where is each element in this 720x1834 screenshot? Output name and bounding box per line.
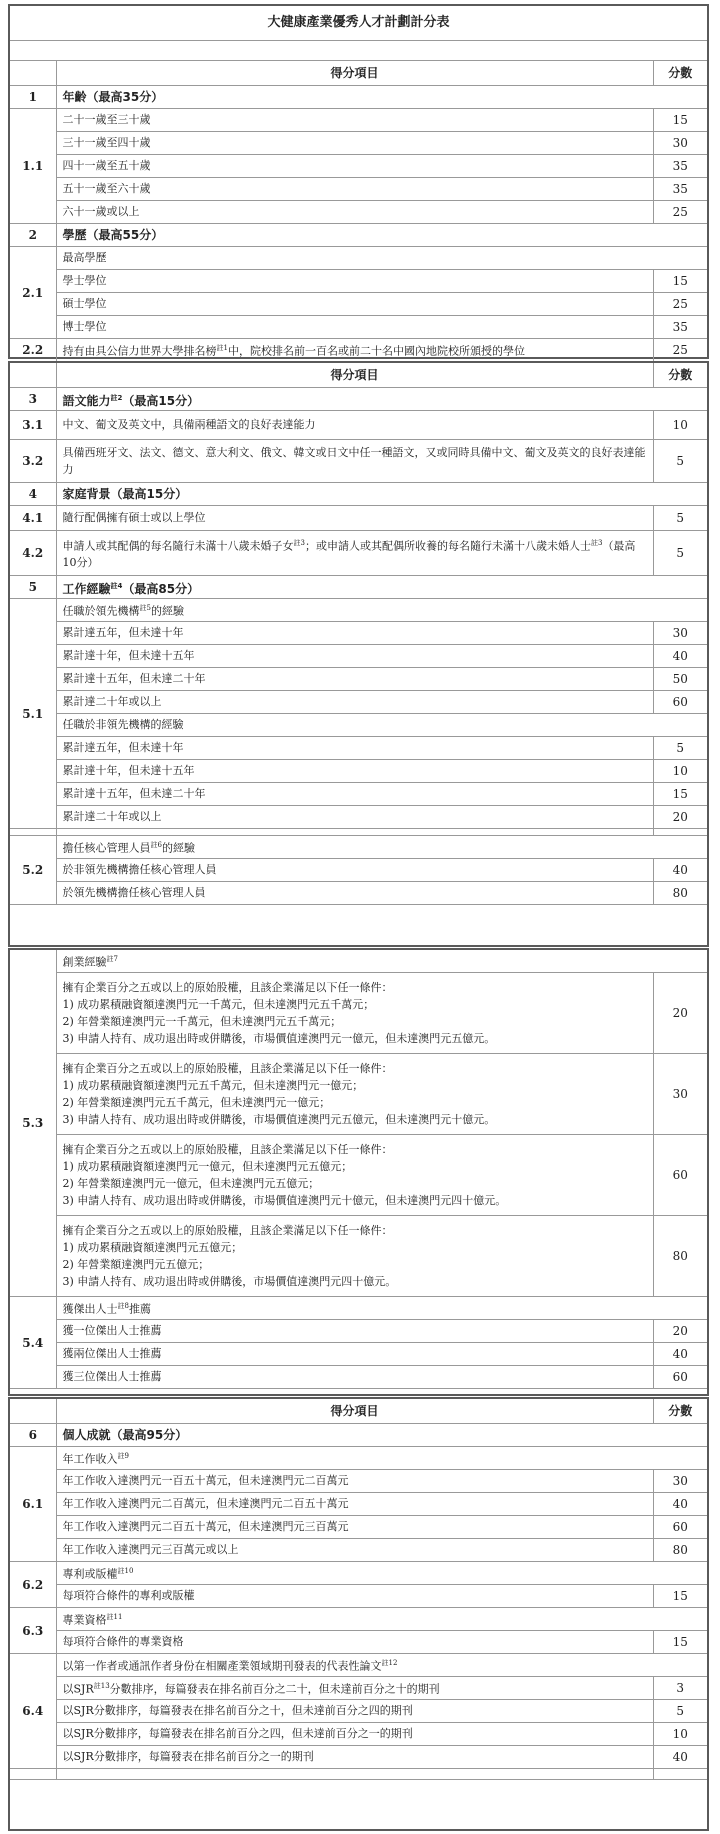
header-score: 分數 [653,1399,707,1424]
score-table-2 [10,363,707,905]
table-row: 擁有企業百分之五或以上的原始股權，且該企業滿足以下任一條件： 1) 成功累積融資額達澳門元五千萬元，但未達澳門元一億元； 2) 年營業額達澳門元五千萬元，但未達澳門元一億元； 3) 申請人持有、成功退出時或併購後，市場價值達澳門元五億元，但未達澳門元十億元。 30 [10,1054,707,1135]
page-title: 大健康產業優秀人才計劃計分表 [10,6,707,41]
table-row: 擁有企業百分之五或以上的原始股權，且該企業滿足以下任一條件： 1) 成功累積融資額達澳門元五億元； 2) 年營業額達澳門元五億元； 3) 申請人持有、成功退出時或併購後，市場價值達澳門元四十億元。 80 [10,1216,707,1297]
table-row: 年工作收入達澳門元一百五十萬元，但未達澳門元二百萬元 30 [10,1470,707,1493]
table-row: 4.2 申請人或其配偶的每名隨行未滿十八歲未婚子女$^{註3}$；或申請人或其配偶所收養的每名隨行未滿十八歲未婚人士$^{註3}$（最高10分） 5 [10,531,707,576]
section-entrepreneurship [8,948,709,1396]
table-row: 5.2 擔任核心管理人員$^{註6}$的經驗 [10,836,707,859]
table-row: 累計達十五年，但未達二十年 15 [10,783,707,806]
table-row: 四十一歲至五十歲 35 [10,155,707,178]
table-row: 擁有企業百分之五或以上的原始股權，且該企業滿足以下任一條件： 1) 成功累積融資額達澳門元一千萬元，但未達澳門元五千萬元； 2) 年營業額達澳門元一千萬元，但未達澳門元五千萬元； 3) 申請人持有、成功退出時或併購後，市場價值達澳門元一億元，但未達澳門元五億元。 20 [10,973,707,1054]
table-row: 5.4 獲傑出人士$^{註8}$推薦 [10,1297,707,1320]
section-language-family-work [8,361,709,947]
table-row: 累計達十五年，但未達二十年 50 [10,668,707,691]
table-row: 累計達十年，但未達十五年 10 [10,760,707,783]
table-row: 每項符合條件的專利或版權 15 [10,1585,707,1608]
table-row: 1.1 二十一歲至三十歲 15 [10,109,707,132]
section-row: 1 年齡（最高35分） [10,86,707,109]
table-row: 三十一歲至四十歲 30 [10,132,707,155]
table-row: 6.4 以第一作者或通訊作者身份在相關產業領域期刊發表的代表性論文$^{註12}$ [10,1654,707,1677]
table-row: 3.1 中文、葡文及英文中，具備兩種語文的良好表達能力 10 [10,411,707,440]
table-row: 獲兩位傑出人士推薦 40 [10,1343,707,1366]
table-row: 累計達五年，但未達十年 5 [10,737,707,760]
section-age-education [8,4,709,359]
table-row: 6.1 年工作收入$^{註9}$ [10,1447,707,1470]
table-row: 2.2 持有由具公信力世界大學排名榜$^{註1}$中，院校排名前一百名或前二十名中國內地院校所頒授的學位 25 [10,339,707,362]
table-header [10,1399,707,1424]
score-table-1 [10,61,707,362]
section-row: 3 語文能力$^{註2}$（最高15分） [10,388,707,411]
table-row: 以SJR分數排序，每篇發表在排名前百分之一的期刊 40 [10,1746,707,1769]
table-row: 年工作收入達澳門元三百萬元或以上 80 [10,1539,707,1562]
table-row: 累計達二十年或以上 20 [10,806,707,829]
header-score: 分數 [653,363,707,388]
table-row: 累計達十年，但未達十五年 40 [10,645,707,668]
table-row: 6.2 專利或版權$^{註10}$ [10,1562,707,1585]
section-row: 6 個人成就（最高95分） [10,1424,707,1447]
table-row: 4.1 隨行配偶擁有碩士或以上學位 5 [10,506,707,531]
table-row: 累計達二十年或以上 60 [10,691,707,714]
table-row: 年工作收入達澳門元二百萬元，但未達澳門元二百五十萬元 40 [10,1493,707,1516]
section-personal-achievement [8,1397,709,1831]
table-row: 2.1 最高學歷 [10,247,707,270]
header-item: 得分項目 [56,61,653,86]
section-row: 4 家庭背景（最高15分） [10,483,707,506]
table-row: 5.1 任職於領先機構$^{註5}$的經驗 [10,599,707,622]
table-header [10,363,707,388]
score-table-4 [10,1399,707,1780]
table-row: 以SJR分數排序，每篇發表在排名前百分之四，但未達前百分之一的期刊 10 [10,1723,707,1746]
table-row: 3.2 具備西班牙文、法文、德文、意大利文、俄文、韓文或日文中任一種語文，又或同時具備中文、葡文及英文的良好表達能力 5 [10,440,707,483]
table-row: 6.3 專業資格$^{註11}$ [10,1608,707,1631]
table-row: 學士學位 15 [10,270,707,293]
table-row: 六十一歲或以上 25 [10,201,707,224]
table-row: 五十一歲至六十歲 35 [10,178,707,201]
table-header [10,61,707,86]
table-row: 於非領先機構擔任核心管理人員 40 [10,859,707,882]
table-row: 獲三位傑出人士推薦 60 [10,1366,707,1389]
table-row: 5.3 創業經驗$^{註7}$ [10,950,707,973]
table-row: 年工作收入達澳門元二百五十萬元，但未達澳門元三百萬元 60 [10,1516,707,1539]
table-row: 每項符合條件的專業資格 15 [10,1631,707,1654]
table-row: 以SJR分數排序，每篇發表在排名前百分之十，但未達前百分之四的期刊 5 [10,1700,707,1723]
header-item: 得分項目 [56,363,653,388]
table-row: 碩士學位 25 [10,293,707,316]
table-row: 擁有企業百分之五或以上的原始股權，且該企業滿足以下任一條件： 1) 成功累積融資額達澳門元一億元，但未達澳門元五億元； 2) 年營業額達澳門元一億元，但未達澳門元五億元； 3) 申請人持有、成功退出時或併購後，市場價值達澳門元十億元，但未達澳門元四十億元。 60 [10,1135,707,1216]
table-row: 累計達五年，但未達十年 30 [10,622,707,645]
table-row: 以SJR$^{註13}$分數排序，每篇發表在排名前百分之二十，但未達前百分之十的期刊 3 [10,1677,707,1700]
section-row: 5 工作經驗$^{註4}$（最高85分） [10,576,707,599]
table-row: 獲一位傑出人士推薦 20 [10,1320,707,1343]
table-row: 於領先機構擔任核心管理人員 80 [10,882,707,905]
table-row: 任職於非領先機構的經驗 [10,714,707,737]
table-row: 博士學位 35 [10,316,707,339]
score-table-3 [10,950,707,1389]
header-item: 得分項目 [56,1399,653,1424]
header-score: 分數 [653,61,707,86]
section-row: 2 學歷（最高55分） [10,224,707,247]
